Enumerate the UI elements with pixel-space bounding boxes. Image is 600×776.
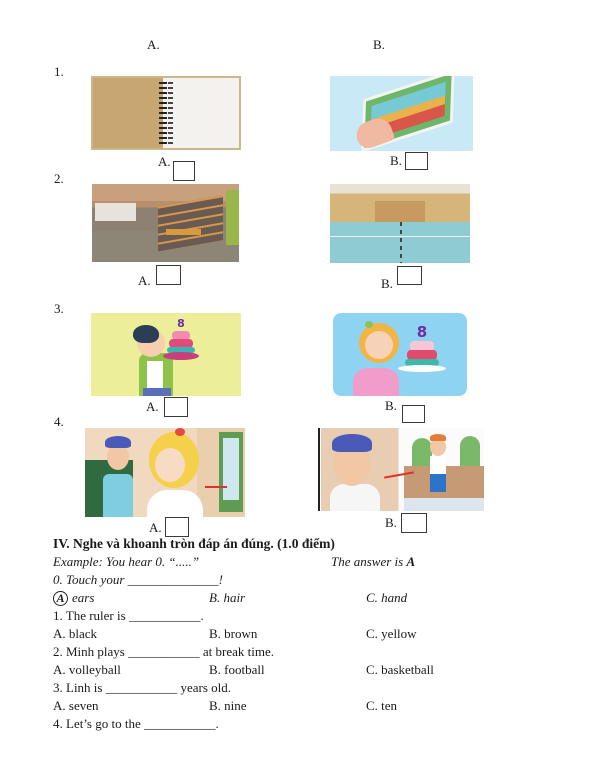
- q3-choice-a[interactable]: A. seven: [53, 698, 99, 713]
- q1-choice-b[interactable]: B. brown: [209, 626, 258, 641]
- gym-image: [330, 184, 470, 263]
- example-option-a: A ears: [53, 591, 94, 606]
- q1-option-b-checkbox[interactable]: [405, 152, 428, 170]
- example-answer-note: The answer is A: [331, 554, 416, 569]
- q4-option-a-checkbox[interactable]: [165, 517, 189, 537]
- q4-option-a-label: A.: [149, 520, 162, 535]
- example-answer-letter: A: [406, 554, 416, 569]
- q1-option-a-checkbox[interactable]: [173, 161, 195, 181]
- answer-blank-1[interactable]: ___________: [128, 608, 201, 623]
- column-header-b: B.: [373, 37, 385, 52]
- column-header-a: A.: [147, 37, 160, 52]
- example-option-b: B. hair: [209, 590, 246, 605]
- answer-blank-4[interactable]: ___________: [144, 716, 216, 731]
- q2-option-a-checkbox[interactable]: [156, 265, 181, 285]
- textbook-image: [330, 76, 473, 151]
- example-instruction: Example: You hear 0. “.....”: [53, 554, 200, 569]
- q3-option-a-checkbox[interactable]: [164, 397, 188, 417]
- answer-blank-3[interactable]: ___________: [105, 680, 178, 695]
- q4-option-b-label: B.: [385, 515, 397, 530]
- q3-option-b-label: B.: [385, 398, 397, 413]
- q2-option-a-label: A.: [138, 273, 151, 288]
- listen-question-2: 2. Minh plays ___________ at break time.: [53, 644, 274, 659]
- girl-with-cake-image-a: [91, 313, 241, 396]
- q1-option-b-label: B.: [390, 153, 402, 168]
- q1-choice-a[interactable]: A. black: [53, 626, 98, 641]
- question-number-2: 2.: [54, 171, 64, 186]
- q2-choice-c[interactable]: C. basketball: [366, 662, 434, 677]
- q2-choice-b[interactable]: B. football: [209, 662, 265, 677]
- section-iv-heading: IV. Nghe và khoanh tròn đáp án đúng. (1.0 điểm): [53, 536, 335, 551]
- q2-option-b-label: B.: [381, 276, 393, 291]
- q3-option-b-checkbox[interactable]: [402, 405, 425, 423]
- question-number-1: 1.: [54, 64, 64, 79]
- q4-option-b-checkbox[interactable]: [401, 513, 427, 533]
- example-sentence: 0. Touch your ______________!: [53, 572, 223, 587]
- q3-option-a-label: A.: [146, 399, 159, 414]
- q1-choice-c[interactable]: C. yellow: [366, 626, 417, 641]
- circled-answer-icon: A: [53, 591, 68, 606]
- boy-entering-image: [318, 428, 484, 511]
- q3-choice-b[interactable]: B. nine: [209, 698, 247, 713]
- q2-option-b-checkbox[interactable]: [397, 266, 422, 285]
- girl-with-cake-image-b: [333, 313, 467, 396]
- question-number-4: 4.: [54, 414, 64, 429]
- library-image: [92, 184, 239, 262]
- notebook-image: [91, 76, 241, 150]
- pointing-window-image: [85, 428, 245, 517]
- listen-question-1: 1. The ruler is ___________.: [53, 608, 204, 623]
- listen-question-4: 4. Let’s go to the ___________.: [53, 716, 219, 731]
- example-option-c: C. hand: [366, 590, 408, 605]
- listen-question-3: 3. Linh is ___________ years old.: [53, 680, 232, 695]
- q1-option-a-label: A.: [158, 154, 171, 169]
- example-blank: ______________: [127, 572, 219, 587]
- q2-choice-a[interactable]: A. volleyball: [53, 662, 121, 677]
- question-number-3: 3.: [54, 301, 64, 316]
- cake-number-b: 8: [416, 323, 428, 341]
- answer-blank-2[interactable]: ___________: [128, 644, 200, 659]
- q3-choice-c[interactable]: C. ten: [366, 698, 398, 713]
- cake-number-a: 8: [177, 317, 185, 330]
